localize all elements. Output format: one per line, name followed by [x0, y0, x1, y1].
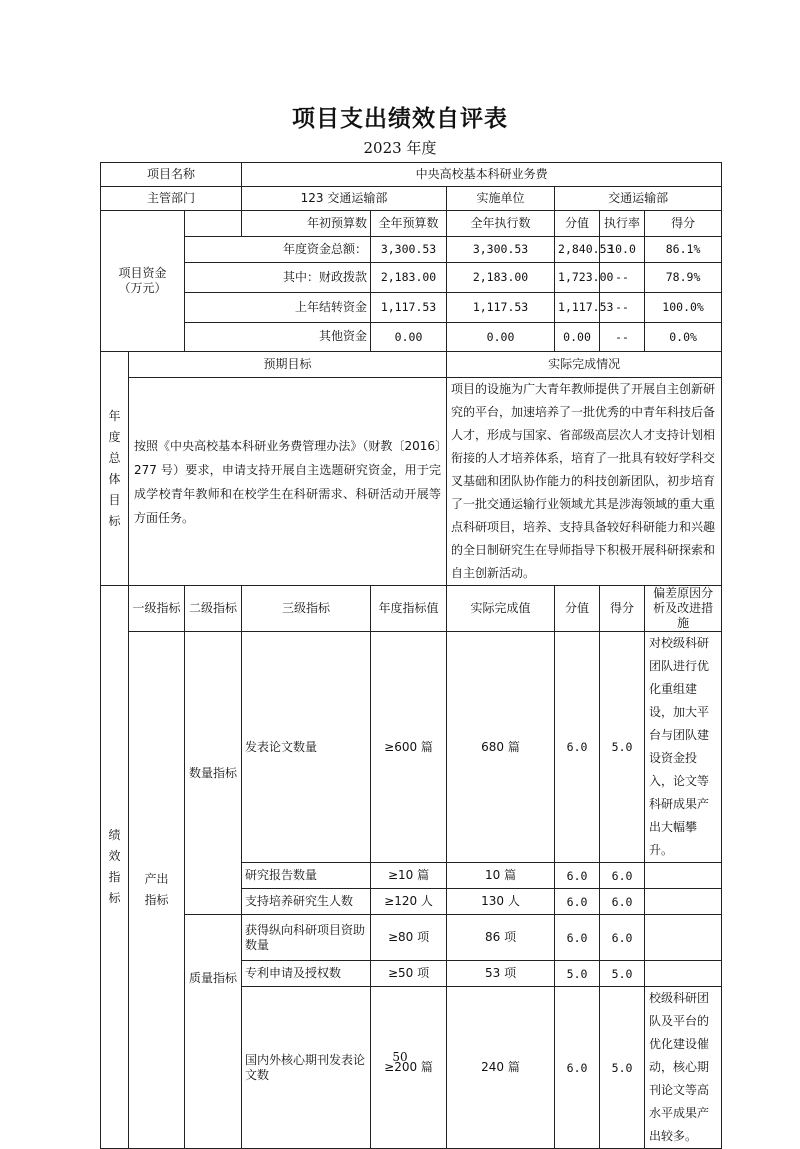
- fund-annual: 3,300.53: [447, 237, 555, 263]
- expected-goal-header: 预期目标: [129, 352, 447, 378]
- indicator-name: 发表论文数量: [242, 632, 371, 863]
- expected-goal-text: 按照《中央高校基本科研业务费管理办法》（财教〔2016〕277 号）要求，申请支持开展自主选题研究资金，用于完成学校青年教师和在校学生在科研需求、科研活动开展等方面任务。: [129, 378, 447, 586]
- impl-label: 实施单位: [447, 187, 555, 211]
- project-name-label: 项目名称: [101, 163, 242, 187]
- header-actual: 实际完成值: [447, 586, 555, 632]
- indicator-name: 支持培养研究生人数: [242, 889, 371, 915]
- fund-initial: 3,300.53: [371, 237, 447, 263]
- funds-label: 项目资金（万元）: [101, 211, 185, 352]
- fund-initial: 1,117.53: [371, 292, 447, 322]
- fund-name: 其他资金: [185, 322, 371, 352]
- fund-rate: 0.0%: [645, 322, 722, 352]
- fund-rate: 100.0%: [645, 292, 722, 322]
- indicator-target: ≥80 项: [371, 915, 447, 961]
- funds-row: [101, 263, 722, 293]
- funds-header-executed: 全年执行数: [447, 211, 555, 237]
- goals-label: 年度总体目标: [101, 352, 129, 586]
- dept-label: 主管部门: [101, 187, 242, 211]
- indicators-label: 绩效指标: [101, 586, 129, 1149]
- indicator-score: 6.0: [600, 863, 645, 889]
- fund-initial: 2,183.00: [371, 263, 447, 293]
- fund-rate: 86.1%: [645, 237, 722, 263]
- page-number: 50: [392, 1050, 408, 1064]
- page-title: 项目支出绩效自评表: [292, 105, 508, 132]
- indicator-name: 获得纵向科研项目资助数量: [242, 915, 371, 961]
- funds-header-initial: 年初预算数: [242, 211, 371, 237]
- actual-result-header: 实际完成情况: [447, 352, 722, 378]
- indicator-score: 6.0: [600, 889, 645, 915]
- indicator-actual: 240 篇: [447, 987, 555, 1149]
- indicator-deviation-note: 对校级科研团队进行优化重组建设，加大平台与团队建设资金投入，论文等科研成果产出大幅攀升。: [645, 632, 722, 863]
- fund-annual: 1,117.53: [447, 292, 555, 322]
- fund-rate: 78.9%: [645, 263, 722, 293]
- indicator-actual: 86 项: [447, 915, 555, 961]
- indicator-score: 5.0: [600, 987, 645, 1149]
- level1-output: 产出指标: [129, 632, 185, 1149]
- funds-row: [101, 322, 722, 352]
- indicator-row: [101, 915, 722, 961]
- dept-value: 123 交通运输部: [242, 187, 447, 211]
- indicator-deviation-note: [645, 915, 722, 961]
- indicator-target: ≥120 人: [371, 889, 447, 915]
- indicator-deviation-note: [645, 961, 722, 987]
- performance-table: [100, 162, 722, 1149]
- header-score-value: 分值: [555, 586, 600, 632]
- indicator-target: ≥10 篇: [371, 863, 447, 889]
- indicator-score-value: 6.0: [555, 889, 600, 915]
- fund-score-value: --: [600, 292, 645, 322]
- indicator-target: ≥50 项: [371, 961, 447, 987]
- indicator-actual: 53 项: [447, 961, 555, 987]
- funds-header-rate: 执行率: [600, 211, 645, 237]
- indicator-deviation-note: [645, 863, 722, 889]
- actual-result-text: 项目的设施为广大青年教师提供了开展自主创新研究的平台，加速培养了一批优秀的中青年科技后备人才，形成与国家、省部级高层次人才支持计划相衔接的人才培养体系，培育了一批具有较好学科交叉基础和团队协作能力的科技创新团队，初步培育了一批交通运输行业领域尤其是涉海领域的重大重点科研项目，培养、支持具备较好科研能力和兴趣的全日制研究生在导师指导下积极开展科研探索和自主创新活动。: [447, 378, 722, 586]
- fund-name: 上年结转资金: [185, 292, 371, 322]
- level2-quantity: 数量指标: [185, 632, 242, 915]
- funds-header-score-value: 分值: [555, 211, 600, 237]
- header-level1: 一级指标: [129, 586, 185, 632]
- header-target: 年度指标值: [371, 586, 447, 632]
- fund-name: 其中：财政拨款: [185, 263, 371, 293]
- fund-score-value: 10.0: [600, 237, 645, 263]
- indicator-name: 专利申请及授权数: [242, 961, 371, 987]
- header-deviation: 偏差原因分析及改进措施: [645, 586, 722, 632]
- fund-executed: 0.00: [555, 322, 600, 352]
- indicator-score: 5.0: [600, 961, 645, 987]
- level2-quality: 质量指标: [185, 915, 242, 1149]
- indicator-deviation-note: 校级科研团队及平台的优化建设催动，核心期刊论文等高水平成果产出较多。: [645, 987, 722, 1149]
- indicator-target: ≥600 篇: [371, 632, 447, 863]
- year-label: 2023 年度: [363, 139, 437, 157]
- fund-executed: 1,723.00: [555, 263, 600, 293]
- indicator-score: 5.0: [600, 632, 645, 863]
- funds-row: [101, 237, 722, 263]
- fund-executed: 1,117.53: [555, 292, 600, 322]
- indicator-row: [101, 632, 722, 863]
- indicator-actual: 10 篇: [447, 863, 555, 889]
- indicator-score-value: 6.0: [555, 987, 600, 1149]
- funds-row: [101, 292, 722, 322]
- indicator-target: ≥200 篇: [371, 987, 447, 1149]
- fund-name: 年度资金总额：: [185, 237, 371, 263]
- header-level2: 二级指标: [185, 586, 242, 632]
- indicator-actual: 680 篇: [447, 632, 555, 863]
- header-level3: 三级指标: [242, 586, 371, 632]
- indicator-actual: 130 人: [447, 889, 555, 915]
- impl-value: 交通运输部: [555, 187, 722, 211]
- header-score: 得分: [600, 586, 645, 632]
- fund-score-value: --: [600, 322, 645, 352]
- project-name: 中央高校基本科研业务费: [242, 163, 722, 187]
- fund-annual: 0.00: [447, 322, 555, 352]
- indicator-score-value: 6.0: [555, 632, 600, 863]
- fund-score-value: --: [600, 263, 645, 293]
- indicator-score-value: 5.0: [555, 961, 600, 987]
- indicator-score: 6.0: [600, 915, 645, 961]
- indicator-deviation-note: [645, 889, 722, 915]
- indicator-score-value: 6.0: [555, 863, 600, 889]
- indicator-name: 国内外核心期刊发表论文数: [242, 987, 371, 1149]
- funds-header-score: 得分: [645, 211, 722, 237]
- fund-initial: 0.00: [371, 322, 447, 352]
- fund-executed: 2,840.53: [555, 237, 600, 263]
- indicator-name: 研究报告数量: [242, 863, 371, 889]
- indicator-score-value: 6.0: [555, 915, 600, 961]
- fund-annual: 2,183.00: [447, 263, 555, 293]
- funds-header-blank: [185, 211, 242, 237]
- funds-header-annual: 全年预算数: [371, 211, 447, 237]
